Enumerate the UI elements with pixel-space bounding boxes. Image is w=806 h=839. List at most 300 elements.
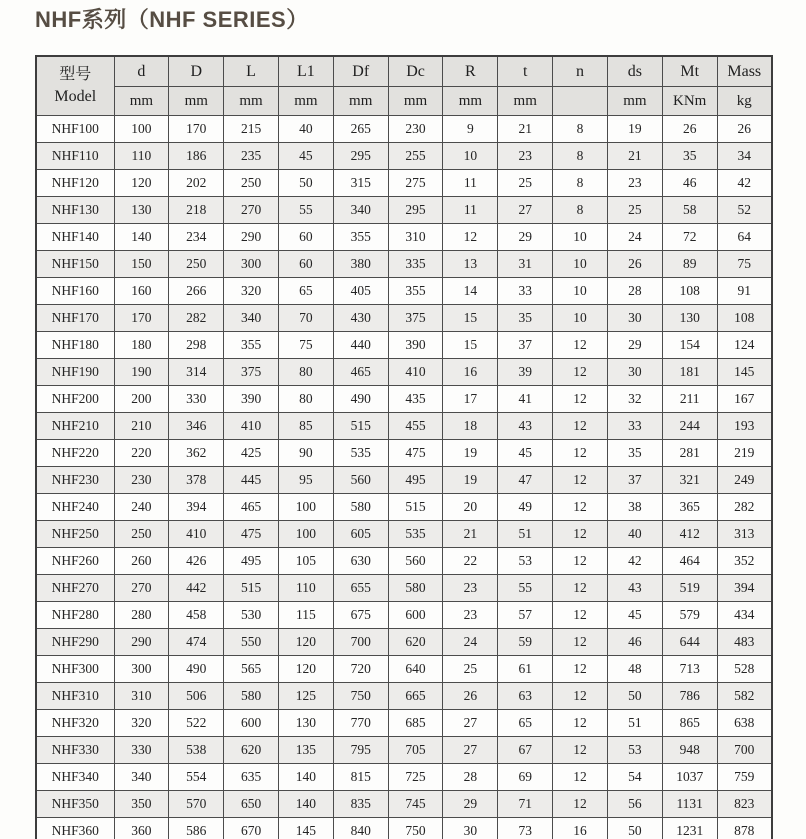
column-header-ds: ds <box>607 56 662 87</box>
column-header-l1: L1 <box>278 56 333 87</box>
value-cell: 167 <box>717 386 772 413</box>
value-cell: 180 <box>114 332 169 359</box>
value-cell: 12 <box>443 224 498 251</box>
column-unit-ds: mm <box>607 87 662 116</box>
value-cell: 244 <box>662 413 717 440</box>
value-cell: 600 <box>224 710 279 737</box>
value-cell: 15 <box>443 305 498 332</box>
value-cell: 27 <box>443 737 498 764</box>
value-cell: 65 <box>498 710 553 737</box>
value-cell: 52 <box>717 197 772 224</box>
value-cell: 320 <box>224 278 279 305</box>
value-cell: 535 <box>388 521 443 548</box>
column-unit-mass: kg <box>717 87 772 116</box>
value-cell: 495 <box>388 467 443 494</box>
table-row <box>36 494 772 521</box>
value-cell: 16 <box>443 359 498 386</box>
value-cell: 394 <box>169 494 224 521</box>
value-cell: 442 <box>169 575 224 602</box>
value-cell: 210 <box>114 413 169 440</box>
value-cell: 60 <box>278 251 333 278</box>
value-cell: 8 <box>553 116 608 143</box>
column-header-dc: Dc <box>388 56 443 87</box>
value-cell: 75 <box>278 332 333 359</box>
header-unit-row <box>36 87 772 116</box>
value-cell: 63 <box>498 683 553 710</box>
value-cell: 23 <box>443 575 498 602</box>
table-row <box>36 764 772 791</box>
value-cell: 69 <box>498 764 553 791</box>
value-cell: 725 <box>388 764 443 791</box>
value-cell: 300 <box>224 251 279 278</box>
value-cell: 67 <box>498 737 553 764</box>
table-row <box>36 656 772 683</box>
value-cell: 89 <box>662 251 717 278</box>
value-cell: 140 <box>278 791 333 818</box>
value-cell: 620 <box>224 737 279 764</box>
value-cell: 120 <box>278 656 333 683</box>
value-cell: 105 <box>278 548 333 575</box>
value-cell: 100 <box>278 521 333 548</box>
value-cell: 713 <box>662 656 717 683</box>
value-cell: 25 <box>443 656 498 683</box>
value-cell: 130 <box>114 197 169 224</box>
value-cell: 140 <box>114 224 169 251</box>
value-cell: 346 <box>169 413 224 440</box>
value-cell: 130 <box>278 710 333 737</box>
value-cell: 215 <box>224 116 279 143</box>
value-cell: 21 <box>443 521 498 548</box>
value-cell: 12 <box>553 359 608 386</box>
value-cell: 580 <box>333 494 388 521</box>
value-cell: 120 <box>278 629 333 656</box>
value-cell: 10 <box>553 278 608 305</box>
value-cell: 140 <box>278 764 333 791</box>
value-cell: 335 <box>388 251 443 278</box>
value-cell: 40 <box>278 116 333 143</box>
value-cell: 50 <box>607 683 662 710</box>
header-label-row <box>36 56 772 87</box>
value-cell: 45 <box>607 602 662 629</box>
value-cell: 91 <box>717 278 772 305</box>
value-cell: 770 <box>333 710 388 737</box>
model-cell: NHF250 <box>36 521 114 548</box>
value-cell: 235 <box>224 143 279 170</box>
value-cell: 51 <box>607 710 662 737</box>
value-cell: 270 <box>224 197 279 224</box>
value-cell: 12 <box>553 737 608 764</box>
value-cell: 21 <box>498 116 553 143</box>
value-cell: 170 <box>169 116 224 143</box>
value-cell: 26 <box>607 251 662 278</box>
value-cell: 108 <box>717 305 772 332</box>
value-cell: 14 <box>443 278 498 305</box>
column-unit-dc: mm <box>388 87 443 116</box>
value-cell: 125 <box>278 683 333 710</box>
column-header-n: n <box>553 56 608 87</box>
value-cell: 12 <box>553 440 608 467</box>
value-cell: 145 <box>717 359 772 386</box>
value-cell: 282 <box>169 305 224 332</box>
value-cell: 355 <box>333 224 388 251</box>
value-cell: 230 <box>114 467 169 494</box>
model-cell: NHF150 <box>36 251 114 278</box>
value-cell: 350 <box>114 791 169 818</box>
value-cell: 8 <box>553 170 608 197</box>
value-cell: 745 <box>388 791 443 818</box>
value-cell: 465 <box>333 359 388 386</box>
value-cell: 28 <box>443 764 498 791</box>
value-cell: 27 <box>498 197 553 224</box>
table-row <box>36 170 772 197</box>
model-cell: NHF310 <box>36 683 114 710</box>
value-cell: 360 <box>114 818 169 839</box>
model-cell: NHF330 <box>36 737 114 764</box>
value-cell: 410 <box>388 359 443 386</box>
value-cell: 281 <box>662 440 717 467</box>
value-cell: 948 <box>662 737 717 764</box>
value-cell: 635 <box>224 764 279 791</box>
value-cell: 410 <box>169 521 224 548</box>
value-cell: 61 <box>498 656 553 683</box>
value-cell: 490 <box>333 386 388 413</box>
value-cell: 145 <box>278 818 333 839</box>
model-cell: NHF280 <box>36 602 114 629</box>
value-cell: 249 <box>717 467 772 494</box>
column-header-r: R <box>443 56 498 87</box>
value-cell: 515 <box>388 494 443 521</box>
value-cell: 16 <box>553 818 608 839</box>
value-cell: 412 <box>662 521 717 548</box>
value-cell: 290 <box>224 224 279 251</box>
value-cell: 30 <box>443 818 498 839</box>
model-cell: NHF130 <box>36 197 114 224</box>
value-cell: 355 <box>224 332 279 359</box>
table-row <box>36 602 772 629</box>
model-header-en: Model <box>54 88 97 105</box>
value-cell: 495 <box>224 548 279 575</box>
value-cell: 515 <box>333 413 388 440</box>
table-row <box>36 278 772 305</box>
table-row <box>36 359 772 386</box>
value-cell: 19 <box>443 467 498 494</box>
value-cell: 70 <box>278 305 333 332</box>
value-cell: 202 <box>169 170 224 197</box>
value-cell: 25 <box>607 197 662 224</box>
value-cell: 605 <box>333 521 388 548</box>
value-cell: 95 <box>278 467 333 494</box>
value-cell: 58 <box>662 197 717 224</box>
value-cell: 10 <box>443 143 498 170</box>
value-cell: 275 <box>388 170 443 197</box>
value-cell: 12 <box>553 413 608 440</box>
table-row <box>36 116 772 143</box>
model-cell: NHF240 <box>36 494 114 521</box>
value-cell: 130 <box>662 305 717 332</box>
value-cell: 550 <box>224 629 279 656</box>
value-cell: 9 <box>443 116 498 143</box>
value-cell: 570 <box>169 791 224 818</box>
value-cell: 321 <box>662 467 717 494</box>
table-row <box>36 224 772 251</box>
value-cell: 42 <box>607 548 662 575</box>
value-cell: 8 <box>553 197 608 224</box>
model-header-cn: 型号 <box>59 66 92 84</box>
value-cell: 12 <box>553 764 608 791</box>
value-cell: 340 <box>114 764 169 791</box>
model-cell: NHF290 <box>36 629 114 656</box>
value-cell: 211 <box>662 386 717 413</box>
value-cell: 1231 <box>662 818 717 839</box>
value-cell: 12 <box>553 629 608 656</box>
value-cell: 73 <box>498 818 553 839</box>
value-cell: 394 <box>717 575 772 602</box>
value-cell: 21 <box>607 143 662 170</box>
value-cell: 700 <box>717 737 772 764</box>
value-cell: 582 <box>717 683 772 710</box>
column-unit-n <box>553 87 608 116</box>
value-cell: 80 <box>278 386 333 413</box>
value-cell: 638 <box>717 710 772 737</box>
value-cell: 378 <box>169 467 224 494</box>
value-cell: 48 <box>607 656 662 683</box>
value-cell: 440 <box>333 332 388 359</box>
value-cell: 705 <box>388 737 443 764</box>
value-cell: 110 <box>114 143 169 170</box>
value-cell: 12 <box>553 548 608 575</box>
value-cell: 24 <box>607 224 662 251</box>
value-cell: 170 <box>114 305 169 332</box>
table-row <box>36 548 772 575</box>
value-cell: 11 <box>443 197 498 224</box>
column-header-df: Df <box>333 56 388 87</box>
value-cell: 24 <box>443 629 498 656</box>
value-cell: 12 <box>553 521 608 548</box>
value-cell: 12 <box>553 656 608 683</box>
value-cell: 50 <box>278 170 333 197</box>
value-cell: 35 <box>607 440 662 467</box>
value-cell: 405 <box>333 278 388 305</box>
value-cell: 19 <box>443 440 498 467</box>
column-header-d: D <box>169 56 224 87</box>
value-cell: 586 <box>169 818 224 839</box>
value-cell: 33 <box>607 413 662 440</box>
value-cell: 665 <box>388 683 443 710</box>
value-cell: 27 <box>443 710 498 737</box>
model-cell: NHF140 <box>36 224 114 251</box>
value-cell: 60 <box>278 224 333 251</box>
value-cell: 260 <box>114 548 169 575</box>
value-cell: 124 <box>717 332 772 359</box>
value-cell: 57 <box>498 602 553 629</box>
value-cell: 1037 <box>662 764 717 791</box>
value-cell: 26 <box>443 683 498 710</box>
value-cell: 43 <box>498 413 553 440</box>
value-cell: 40 <box>607 521 662 548</box>
table-header <box>36 56 772 116</box>
table-row <box>36 197 772 224</box>
value-cell: 120 <box>114 170 169 197</box>
value-cell: 630 <box>333 548 388 575</box>
table-body <box>36 116 772 839</box>
value-cell: 314 <box>169 359 224 386</box>
value-cell: 45 <box>278 143 333 170</box>
value-cell: 362 <box>169 440 224 467</box>
value-cell: 290 <box>114 629 169 656</box>
value-cell: 35 <box>498 305 553 332</box>
model-cell: NHF160 <box>36 278 114 305</box>
model-cell: NHF320 <box>36 710 114 737</box>
value-cell: 35 <box>662 143 717 170</box>
value-cell: 375 <box>224 359 279 386</box>
value-cell: 786 <box>662 683 717 710</box>
value-cell: 8 <box>553 143 608 170</box>
value-cell: 650 <box>224 791 279 818</box>
value-cell: 700 <box>333 629 388 656</box>
value-cell: 266 <box>169 278 224 305</box>
value-cell: 25 <box>498 170 553 197</box>
column-unit-l: mm <box>224 87 279 116</box>
value-cell: 75 <box>717 251 772 278</box>
value-cell: 475 <box>388 440 443 467</box>
value-cell: 250 <box>169 251 224 278</box>
value-cell: 759 <box>717 764 772 791</box>
value-cell: 39 <box>498 359 553 386</box>
value-cell: 519 <box>662 575 717 602</box>
spec-table <box>35 55 773 839</box>
value-cell: 135 <box>278 737 333 764</box>
value-cell: 37 <box>607 467 662 494</box>
value-cell: 670 <box>224 818 279 839</box>
value-cell: 640 <box>388 656 443 683</box>
table-row <box>36 791 772 818</box>
value-cell: 515 <box>224 575 279 602</box>
value-cell: 110 <box>278 575 333 602</box>
value-cell: 390 <box>224 386 279 413</box>
value-cell: 181 <box>662 359 717 386</box>
value-cell: 219 <box>717 440 772 467</box>
model-cell: NHF230 <box>36 467 114 494</box>
table-row <box>36 251 772 278</box>
value-cell: 190 <box>114 359 169 386</box>
value-cell: 234 <box>169 224 224 251</box>
model-cell: NHF200 <box>36 386 114 413</box>
model-cell: NHF340 <box>36 764 114 791</box>
table-row <box>36 440 772 467</box>
value-cell: 530 <box>224 602 279 629</box>
model-cell: NHF180 <box>36 332 114 359</box>
column-unit-d: mm <box>169 87 224 116</box>
value-cell: 218 <box>169 197 224 224</box>
value-cell: 295 <box>333 143 388 170</box>
model-cell: NHF190 <box>36 359 114 386</box>
value-cell: 270 <box>114 575 169 602</box>
value-cell: 522 <box>169 710 224 737</box>
value-cell: 580 <box>224 683 279 710</box>
value-cell: 795 <box>333 737 388 764</box>
model-cell: NHF100 <box>36 116 114 143</box>
table-row <box>36 818 772 839</box>
value-cell: 29 <box>498 224 553 251</box>
value-cell: 445 <box>224 467 279 494</box>
value-cell: 560 <box>333 467 388 494</box>
value-cell: 300 <box>114 656 169 683</box>
value-cell: 315 <box>333 170 388 197</box>
value-cell: 10 <box>553 305 608 332</box>
value-cell: 458 <box>169 602 224 629</box>
value-cell: 12 <box>553 791 608 818</box>
value-cell: 45 <box>498 440 553 467</box>
column-unit-mt: KNm <box>662 87 717 116</box>
value-cell: 108 <box>662 278 717 305</box>
value-cell: 80 <box>278 359 333 386</box>
value-cell: 380 <box>333 251 388 278</box>
value-cell: 34 <box>717 143 772 170</box>
table-row <box>36 143 772 170</box>
value-cell: 560 <box>388 548 443 575</box>
value-cell: 37 <box>498 332 553 359</box>
value-cell: 46 <box>662 170 717 197</box>
value-cell: 32 <box>607 386 662 413</box>
value-cell: 54 <box>607 764 662 791</box>
column-unit-df: mm <box>333 87 388 116</box>
value-cell: 655 <box>333 575 388 602</box>
value-cell: 115 <box>278 602 333 629</box>
page-title: NHF系列（NHF SERIES） <box>35 7 309 32</box>
column-header-mass: Mass <box>717 56 772 87</box>
value-cell: 53 <box>498 548 553 575</box>
value-cell: 72 <box>662 224 717 251</box>
value-cell: 375 <box>388 305 443 332</box>
model-cell: NHF120 <box>36 170 114 197</box>
value-cell: 565 <box>224 656 279 683</box>
value-cell: 310 <box>388 224 443 251</box>
value-cell: 250 <box>224 170 279 197</box>
column-header-mt: Mt <box>662 56 717 87</box>
value-cell: 410 <box>224 413 279 440</box>
value-cell: 12 <box>553 467 608 494</box>
value-cell: 53 <box>607 737 662 764</box>
value-cell: 193 <box>717 413 772 440</box>
value-cell: 280 <box>114 602 169 629</box>
value-cell: 11 <box>443 170 498 197</box>
model-cell: NHF300 <box>36 656 114 683</box>
value-cell: 750 <box>333 683 388 710</box>
value-cell: 878 <box>717 818 772 839</box>
value-cell: 154 <box>662 332 717 359</box>
model-cell: NHF270 <box>36 575 114 602</box>
value-cell: 435 <box>388 386 443 413</box>
value-cell: 65 <box>278 278 333 305</box>
value-cell: 220 <box>114 440 169 467</box>
value-cell: 23 <box>443 602 498 629</box>
value-cell: 330 <box>169 386 224 413</box>
value-cell: 465 <box>224 494 279 521</box>
table-row <box>36 737 772 764</box>
table-row <box>36 386 772 413</box>
value-cell: 38 <box>607 494 662 521</box>
value-cell: 455 <box>388 413 443 440</box>
value-cell: 150 <box>114 251 169 278</box>
value-cell: 365 <box>662 494 717 521</box>
model-column-header <box>36 56 114 116</box>
value-cell: 12 <box>553 602 608 629</box>
value-cell: 464 <box>662 548 717 575</box>
value-cell: 675 <box>333 602 388 629</box>
value-cell: 186 <box>169 143 224 170</box>
value-cell: 85 <box>278 413 333 440</box>
value-cell: 600 <box>388 602 443 629</box>
